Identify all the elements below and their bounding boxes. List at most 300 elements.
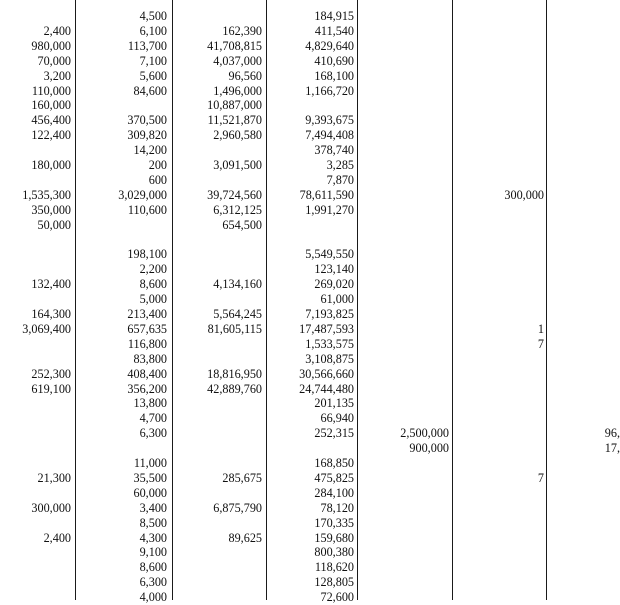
table-row (0, 367, 600, 382)
table-cell (360, 54, 449, 69)
table-row (0, 143, 600, 158)
table-cell (180, 486, 262, 501)
table-row (0, 98, 600, 113)
table-cell (0, 337, 71, 352)
table-cell: 17, (604, 441, 620, 456)
table-cell (550, 456, 620, 471)
table-cell (360, 307, 449, 322)
table-cell: 980,000 (31, 38, 71, 53)
table-cell: 2,200 (139, 262, 167, 277)
table-cell (460, 158, 544, 173)
table-cell (550, 218, 620, 233)
table-row (0, 560, 600, 575)
table-cell: 800,380 (314, 545, 354, 560)
table-cell (460, 69, 544, 84)
table-cell (460, 98, 544, 113)
table-cell: 213,400 (127, 307, 167, 321)
table-cell (360, 352, 449, 367)
table-cell (550, 113, 620, 128)
table-cell (360, 277, 449, 292)
table-cell: 4,829,640 (305, 38, 354, 53)
table-cell (550, 322, 620, 337)
table-cell (460, 24, 544, 39)
table-cell (550, 188, 620, 203)
table-row (0, 188, 600, 203)
table-cell: 9,393,675 (305, 113, 354, 128)
table-cell: 8,600 (139, 277, 167, 292)
table-cell (180, 441, 262, 456)
table-cell: 160,000 (31, 98, 71, 113)
table-row (0, 262, 600, 277)
table-cell (0, 143, 71, 158)
table-row (0, 218, 600, 233)
table-row (0, 9, 600, 24)
table-cell: 284,100 (314, 485, 354, 500)
table-cell: 30,566,660 (299, 366, 354, 381)
table-cell (460, 531, 544, 546)
table-cell (360, 531, 449, 546)
table-cell (280, 98, 354, 113)
table-cell: 81,605,115 (207, 321, 262, 336)
table-cell: 42,889,760 (207, 381, 262, 396)
table-cell (180, 233, 262, 248)
table-cell: 6,312,125 (213, 202, 262, 217)
table-cell (0, 545, 71, 560)
table-cell: 252,300 (31, 366, 71, 381)
table-row (0, 203, 600, 218)
table-cell (180, 9, 262, 24)
table-cell: 122,400 (31, 128, 71, 143)
table-cell: 8,600 (139, 560, 167, 575)
table-cell (280, 233, 354, 248)
table-cell (460, 590, 544, 605)
table-cell (460, 277, 544, 292)
table-cell: 600 (148, 172, 167, 187)
table-cell (550, 203, 620, 218)
table-cell (360, 516, 449, 531)
table-row (0, 247, 600, 262)
table-cell (80, 441, 167, 456)
table-cell (0, 575, 71, 590)
table-row (0, 277, 600, 292)
table-cell: 285,675 (222, 470, 262, 485)
table-cell (550, 54, 620, 69)
table-row (0, 441, 620, 456)
table-row (0, 337, 600, 352)
table-cell: 50,000 (37, 217, 71, 232)
table-cell: 83,800 (133, 351, 167, 366)
table-cell (360, 69, 449, 84)
table-cell: 7,870 (326, 172, 354, 187)
table-row (0, 590, 600, 605)
table-cell (460, 307, 544, 322)
table-cell (0, 396, 71, 411)
table-cell (550, 516, 620, 531)
table-cell (460, 173, 544, 188)
table-cell (360, 337, 449, 352)
table-row (0, 575, 600, 590)
table-row (0, 292, 600, 307)
table-cell: 116,800 (127, 336, 167, 351)
table-cell: 159,680 (314, 530, 354, 545)
table-cell: 4,500 (139, 9, 167, 23)
table-cell (360, 367, 449, 382)
table-row (0, 382, 600, 397)
table-row (0, 411, 600, 426)
table-cell (550, 84, 620, 99)
table-cell: 7 (537, 336, 544, 351)
table-cell (460, 128, 544, 143)
table-row (0, 545, 600, 560)
table-cell (180, 426, 262, 441)
table-row (0, 54, 600, 69)
table-cell: 3,029,000 (118, 187, 167, 202)
table-cell: 7,193,825 (305, 307, 354, 321)
table-cell (460, 382, 544, 397)
table-cell: 300,000 (504, 187, 544, 202)
table-cell (460, 218, 544, 233)
table-cell (550, 292, 620, 307)
table-cell: 201,135 (314, 396, 354, 411)
table-cell (360, 545, 449, 560)
table-cell (360, 9, 449, 24)
table-cell (460, 575, 544, 590)
table-cell (360, 233, 449, 248)
table-cell (360, 575, 449, 590)
table-cell (550, 411, 620, 426)
table-cell (460, 411, 544, 426)
table-cell: 168,100 (314, 68, 354, 83)
table-cell: 4,000 (139, 590, 167, 605)
table-cell: 8,500 (139, 515, 167, 530)
table-cell (460, 545, 544, 560)
table-cell: 5,564,245 (213, 307, 262, 321)
table-cell (0, 590, 71, 605)
table-cell: 96, (604, 426, 620, 441)
table-cell: 110,600 (127, 202, 167, 217)
table-cell (0, 173, 71, 188)
table-row (0, 471, 600, 486)
table-cell (180, 337, 262, 352)
table-cell: 4,037,000 (213, 53, 262, 68)
table-cell (550, 233, 620, 248)
table-cell (360, 292, 449, 307)
table-cell: 61,000 (320, 292, 354, 307)
table-cell (360, 382, 449, 397)
table-cell: 17,487,593 (299, 321, 354, 336)
table-cell (0, 247, 71, 262)
table-cell: 39,724,560 (207, 187, 262, 202)
table-cell: 184,915 (314, 9, 354, 23)
table-cell: 6,300 (139, 575, 167, 590)
table-cell (0, 486, 71, 501)
table-cell (460, 501, 544, 516)
table-cell: 162,390 (222, 23, 262, 38)
table-cell: 84,600 (133, 83, 167, 98)
table-cell: 132,400 (31, 277, 71, 292)
table-cell: 110,000 (31, 83, 71, 98)
table-cell: 7,100 (139, 53, 167, 68)
table-cell: 3,108,875 (305, 351, 354, 366)
table-cell (180, 545, 262, 560)
table-cell: 356,200 (127, 381, 167, 396)
table-row (0, 173, 600, 188)
table-cell: 7,494,408 (305, 128, 354, 143)
table-row (0, 158, 600, 173)
table-cell (180, 173, 262, 188)
table-cell: 5,600 (139, 68, 167, 83)
table-row (0, 486, 600, 501)
table-cell (550, 337, 620, 352)
table-cell (460, 113, 544, 128)
table-cell (460, 292, 544, 307)
table-cell: 164,300 (31, 307, 71, 321)
table-cell (180, 292, 262, 307)
table-cell (0, 456, 71, 471)
table-cell (460, 203, 544, 218)
table-row (0, 24, 600, 39)
table-cell: 378,740 (314, 143, 354, 158)
table-cell: 475,825 (314, 470, 354, 485)
table-row (0, 396, 600, 411)
table-cell (0, 9, 71, 24)
table-cell (360, 501, 449, 516)
table-cell (360, 158, 449, 173)
table-cell (180, 262, 262, 277)
table-cell (550, 382, 620, 397)
table-cell: 3,285 (326, 158, 354, 172)
table-cell: 4,134,160 (213, 277, 262, 292)
table-cell (360, 24, 449, 39)
table-cell: 6,875,790 (213, 500, 262, 515)
table-cell (180, 352, 262, 367)
table-row (0, 456, 600, 471)
table-cell (360, 396, 449, 411)
table-cell (360, 203, 449, 218)
table-cell (80, 98, 167, 113)
table-cell (360, 560, 449, 575)
table-cell (360, 486, 449, 501)
table-cell (360, 84, 449, 99)
table-cell (460, 456, 544, 471)
table-cell: 200 (148, 158, 167, 172)
table-cell: 1 (537, 321, 544, 336)
table-cell (0, 233, 71, 248)
table-cell (550, 367, 620, 382)
table-cell: 3,091,500 (213, 158, 262, 172)
table-cell (180, 411, 262, 426)
table-cell (460, 352, 544, 367)
table-cell (360, 456, 449, 471)
table-cell: 168,850 (314, 456, 354, 470)
table-cell (180, 560, 262, 575)
table-cell: 11,521,870 (207, 113, 262, 128)
table-cell (460, 143, 544, 158)
table-cell (0, 292, 71, 307)
table-cell (360, 188, 449, 203)
table-cell: 1,535,300 (22, 187, 71, 202)
table-cell (0, 411, 71, 426)
table-cell: 198,100 (127, 247, 167, 262)
table-cell: 128,805 (314, 575, 354, 590)
table-cell: 654,500 (222, 217, 262, 232)
table-cell (550, 247, 620, 262)
table-cell (460, 441, 544, 456)
table-cell (550, 143, 620, 158)
table-cell (360, 98, 449, 113)
table-cell (460, 486, 544, 501)
table-cell (460, 84, 544, 99)
table-cell (360, 262, 449, 277)
table-cell: 619,100 (31, 381, 71, 396)
table-cell: 7 (537, 470, 544, 485)
table-cell (360, 471, 449, 486)
table-cell: 78,120 (320, 500, 354, 515)
table-cell (550, 471, 620, 486)
table-cell: 456,400 (31, 113, 71, 128)
table-row (0, 322, 600, 337)
table-row (0, 69, 600, 84)
table-cell: 4,300 (139, 530, 167, 545)
table-cell: 72,600 (320, 590, 354, 605)
table-cell: 410,690 (314, 53, 354, 68)
table-cell (550, 575, 620, 590)
table-cell: 3,200 (43, 68, 71, 83)
table-cell (80, 233, 167, 248)
table-row (0, 531, 600, 546)
table-cell (550, 173, 620, 188)
table-cell: 411,540 (314, 23, 354, 38)
table-cell: 21,300 (37, 470, 71, 485)
table-row (0, 426, 620, 441)
table-cell (550, 486, 620, 501)
table-cell (550, 501, 620, 516)
table-cell (360, 128, 449, 143)
table-cell: 10,887,000 (207, 98, 262, 113)
table-cell (180, 456, 262, 471)
table-row (0, 501, 600, 516)
table-cell (280, 218, 354, 233)
table-cell (460, 560, 544, 575)
table-row (0, 39, 600, 54)
table-cell (180, 396, 262, 411)
table-cell: 370,500 (127, 113, 167, 128)
table-cell: 2,500,000 (400, 426, 449, 441)
table-cell: 408,400 (127, 366, 167, 381)
table-cell (550, 39, 620, 54)
table-cell: 1,166,720 (305, 83, 354, 98)
table-cell (460, 396, 544, 411)
table-cell: 11,000 (133, 456, 167, 470)
table-cell (550, 98, 620, 113)
table-cell: 60,000 (133, 485, 167, 500)
table-cell: 2,400 (43, 23, 71, 38)
table-cell (550, 396, 620, 411)
table-row (0, 84, 600, 99)
table-cell (550, 158, 620, 173)
table-cell (0, 426, 71, 441)
table-cell: 269,020 (314, 277, 354, 292)
table-row (0, 113, 600, 128)
table-cell: 180,000 (31, 158, 71, 172)
table-cell: 6,300 (139, 426, 167, 441)
table-cell (550, 307, 620, 322)
table-cell (460, 247, 544, 262)
table-cell: 9,100 (139, 545, 167, 560)
table-cell (360, 322, 449, 337)
table-cell: 3,400 (139, 500, 167, 515)
table-cell: 309,820 (127, 128, 167, 143)
table-cell (550, 128, 620, 143)
table-cell (550, 352, 620, 367)
table-cell: 252,315 (314, 426, 354, 441)
table-cell (550, 277, 620, 292)
table-cell (360, 173, 449, 188)
table-cell: 1,533,575 (305, 336, 354, 351)
table-cell (550, 262, 620, 277)
table-cell (550, 69, 620, 84)
table-cell (460, 9, 544, 24)
table-cell (0, 560, 71, 575)
table-cell (0, 262, 71, 277)
table-cell: 113,700 (127, 38, 167, 53)
table-cell: 900,000 (409, 441, 449, 456)
table-cell (80, 218, 167, 233)
table-cell (360, 39, 449, 54)
table-row (0, 307, 600, 322)
table-cell (550, 531, 620, 546)
table-cell (0, 516, 71, 531)
table-cell (360, 590, 449, 605)
table-cell: 350,000 (31, 202, 71, 217)
table-cell: 118,620 (314, 560, 354, 575)
table-cell (180, 143, 262, 158)
table-cell: 170,335 (314, 515, 354, 530)
table-cell (460, 262, 544, 277)
table-cell: 18,816,950 (207, 366, 262, 381)
table-cell (460, 54, 544, 69)
table-cell (360, 218, 449, 233)
table-cell (460, 367, 544, 382)
table-cell: 123,140 (314, 262, 354, 277)
table-cell: 1,496,000 (213, 83, 262, 98)
table-cell (460, 426, 544, 441)
table-cell: 4,700 (139, 411, 167, 426)
table-cell (180, 516, 262, 531)
table-cell: 41,708,815 (207, 38, 262, 53)
table-cell: 66,940 (320, 411, 354, 426)
table-cell (550, 545, 620, 560)
table-cell (360, 247, 449, 262)
table-cell: 13,800 (133, 396, 167, 411)
table-cell (0, 352, 71, 367)
table-cell (550, 9, 620, 24)
table-cell: 5,000 (139, 292, 167, 307)
table-cell (180, 590, 262, 605)
table-cell: 24,744,480 (299, 381, 354, 396)
table-cell: 14,200 (133, 143, 167, 158)
table-cell: 70,000 (37, 53, 71, 68)
table-cell: 3,069,400 (22, 321, 71, 336)
table-cell: 89,625 (228, 530, 262, 545)
table-cell: 300,000 (31, 500, 71, 515)
table-row (0, 516, 600, 531)
table-row (0, 233, 600, 248)
table-cell (550, 560, 620, 575)
table-cell (550, 24, 620, 39)
table-cell (360, 143, 449, 158)
table-cell: 96,560 (228, 68, 262, 83)
